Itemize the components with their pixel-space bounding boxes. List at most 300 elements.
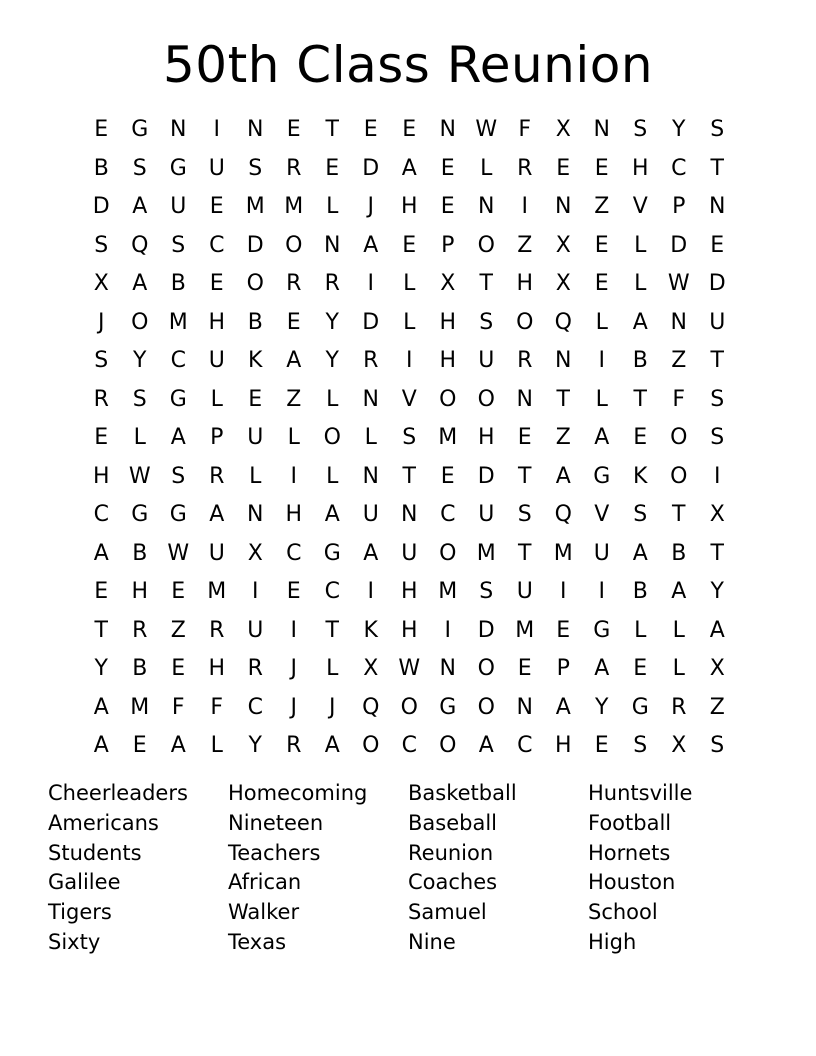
grid-letter: Z — [594, 194, 610, 219]
grid-row — [82, 419, 738, 458]
grid-letter: T — [710, 155, 724, 181]
page-title: 50th Class Reunion — [162, 36, 654, 94]
grid-letter: Y — [133, 348, 147, 373]
grid-letter: G — [169, 155, 187, 181]
grid-letter: Y — [94, 656, 108, 681]
grid-letter: N — [478, 194, 495, 219]
grid-row — [82, 265, 738, 304]
word-list-item: Nineteen — [228, 810, 324, 835]
grid-letter: A — [363, 540, 379, 566]
grid-letter: H — [400, 579, 418, 604]
word-list-item: Texas — [228, 929, 287, 954]
word-list-item: Basketball — [408, 781, 517, 805]
grid-letter: V — [632, 194, 648, 219]
grid-letter: Y — [325, 348, 339, 373]
word-list-item: Coaches — [408, 870, 498, 895]
word-list-item: Huntsville — [588, 781, 693, 805]
grid-letter: V — [401, 386, 417, 412]
grid-letter: H — [439, 348, 457, 373]
grid-letter: M — [515, 617, 535, 643]
grid-letter: C — [440, 502, 456, 527]
grid-letter: L — [249, 463, 262, 489]
grid-letter: A — [363, 232, 379, 258]
grid-letter: I — [598, 579, 605, 604]
grid-letter: A — [555, 694, 571, 720]
grid-letter: H — [131, 579, 149, 604]
grid-letter: E — [594, 232, 609, 258]
grid-letter: L — [634, 271, 647, 296]
grid-letter: X — [363, 656, 379, 681]
word-list-item: Tigers — [48, 900, 112, 925]
grid-letter: F — [672, 386, 686, 412]
word-list-item: Baseball — [408, 810, 498, 835]
grid-letter: A — [93, 733, 109, 758]
grid-letter: A — [555, 463, 571, 489]
grid-letter: O — [400, 694, 418, 720]
grid-letter: I — [252, 579, 259, 604]
grid-letter: Y — [595, 694, 609, 720]
grid-letter: R — [247, 656, 263, 681]
grid-letter: S — [633, 733, 648, 758]
grid-letter: U — [247, 425, 264, 450]
grid-letter: A — [324, 733, 340, 758]
grid-letter: L — [403, 309, 416, 335]
grid-letter: U — [516, 579, 533, 604]
grid-letter: R — [209, 617, 225, 643]
grid-letter: Q — [554, 502, 572, 527]
grid-letter: N — [516, 694, 533, 720]
grid-letter: C — [671, 155, 687, 181]
grid-letter: I — [714, 463, 721, 489]
grid-letter: O — [246, 271, 264, 296]
grid-letter: E — [633, 425, 648, 450]
grid-letter: F — [210, 694, 224, 720]
grid-letter: A — [286, 348, 302, 373]
grid-letter: L — [326, 386, 339, 412]
grid-row — [82, 727, 738, 766]
grid-letter: B — [632, 579, 648, 604]
grid-letter: S — [402, 425, 417, 450]
grid-letter: P — [210, 425, 224, 450]
grid-letter: I — [290, 463, 297, 489]
grid-row — [82, 304, 738, 343]
grid-letter: E — [286, 579, 301, 604]
grid-letter: L — [634, 232, 647, 258]
grid-letter: M — [476, 540, 496, 566]
grid-letter: O — [477, 694, 495, 720]
word-list-item: Teachers — [228, 840, 321, 865]
grid-letter: C — [170, 348, 186, 373]
grid-letter: G — [131, 502, 149, 527]
grid-letter: A — [594, 656, 610, 681]
grid-letter: V — [594, 502, 610, 527]
grid-letter: E — [402, 232, 417, 258]
grid-letter: A — [93, 540, 109, 566]
grid-letter: C — [401, 733, 417, 758]
grid-letter: G — [593, 617, 611, 643]
grid-letter: O — [670, 463, 688, 489]
grid-letter: O — [439, 386, 457, 412]
grid-letter: I — [290, 617, 297, 643]
grid-letter: N — [439, 656, 456, 681]
grid-letter: S — [517, 502, 532, 527]
grid-letter: B — [170, 271, 186, 296]
grid-letter: X — [555, 232, 571, 258]
grid-row — [82, 458, 738, 497]
grid-letter: E — [556, 617, 571, 643]
grid-letter: O — [477, 232, 495, 258]
grid-letter: B — [132, 540, 148, 566]
word-list-item: Samuel — [408, 900, 487, 925]
grid-letter: S — [171, 463, 186, 489]
grid-row — [82, 111, 738, 150]
grid-letter: Z — [555, 425, 571, 450]
grid-row — [82, 188, 738, 227]
grid-row — [82, 650, 738, 689]
grid-letter: O — [516, 309, 534, 335]
grid-letter: Q — [362, 694, 380, 720]
grid-letter: H — [631, 155, 649, 181]
word-list-column — [48, 779, 228, 958]
grid-letter: B — [671, 540, 687, 566]
grid-letter: E — [171, 656, 186, 681]
grid-letter: E — [517, 425, 532, 450]
grid-letter: U — [401, 540, 418, 566]
grid-letter: E — [440, 194, 455, 219]
grid-letter: N — [709, 194, 726, 219]
grid-letter: Y — [672, 117, 686, 142]
grid-letter: C — [324, 579, 340, 604]
grid-letter: X — [671, 733, 687, 758]
grid-letter: O — [362, 733, 380, 758]
grid-letter: E — [171, 579, 186, 604]
grid-letter: X — [709, 502, 725, 527]
grid-letter: R — [517, 155, 533, 181]
grid-letter: R — [286, 155, 302, 181]
grid-letter: X — [440, 271, 456, 296]
word-list-item: Cheerleaders — [48, 781, 188, 805]
grid-letter: L — [672, 656, 685, 681]
word-list-column — [228, 779, 408, 958]
grid-letter: H — [208, 309, 226, 335]
grid-row — [82, 496, 738, 535]
grid-letter: U — [593, 540, 610, 566]
grid-letter: P — [441, 232, 455, 258]
grid-letter: J — [98, 309, 105, 335]
grid-letter: Z — [671, 348, 687, 373]
word-list — [48, 779, 768, 958]
word-list-column — [408, 779, 588, 958]
grid-letter: T — [94, 617, 108, 643]
word-list-item: Homecoming — [228, 781, 368, 805]
grid-letter: L — [326, 194, 339, 219]
grid-letter: I — [598, 348, 605, 373]
grid-letter: S — [710, 386, 725, 412]
grid-letter: E — [363, 117, 378, 142]
grid-letter: W — [475, 117, 498, 142]
grid-letter: E — [286, 309, 301, 335]
grid-letter: L — [326, 463, 339, 489]
grid-letter: U — [208, 155, 225, 181]
grid-letter: Q — [131, 232, 149, 258]
grid-letter: G — [631, 694, 649, 720]
grid-letter: L — [634, 617, 647, 643]
grid-letter: S — [248, 155, 263, 181]
grid-letter: D — [92, 194, 110, 219]
grid-letter: D — [708, 271, 726, 296]
grid-letter: U — [170, 194, 187, 219]
grid-letter: O — [131, 309, 149, 335]
grid-letter: U — [478, 348, 495, 373]
grid-letter: R — [286, 271, 302, 296]
grid-letter: A — [594, 425, 610, 450]
grid-letter: N — [247, 117, 264, 142]
grid-letter: G — [169, 386, 187, 412]
grid-letter: G — [593, 463, 611, 489]
grid-letter: S — [710, 733, 725, 758]
word-list-item: Nine — [408, 929, 456, 954]
grid-letter: S — [633, 117, 648, 142]
grid-letter: I — [367, 579, 374, 604]
grid-letter: K — [633, 463, 648, 489]
grid-letter: I — [560, 579, 567, 604]
grid-letter: U — [709, 309, 726, 335]
grid-letter: N — [439, 117, 456, 142]
grid-letter: M — [130, 694, 150, 720]
grid-letter: M — [438, 579, 458, 604]
grid-letter: T — [518, 463, 532, 489]
grid-letter: F — [518, 117, 532, 142]
grid-letter: M — [245, 194, 265, 219]
word-list-item: Hornets — [588, 840, 671, 865]
grid-letter: T — [402, 463, 416, 489]
grid-letter: M — [553, 540, 573, 566]
grid-letter: T — [710, 348, 724, 373]
word-list-item: High — [588, 929, 637, 954]
grid-letter: O — [670, 425, 688, 450]
grid-letter: A — [632, 309, 648, 335]
word-search-grid — [82, 111, 738, 766]
grid-letter: B — [247, 309, 263, 335]
grid-letter: H — [439, 309, 457, 335]
grid-letter: N — [170, 117, 187, 142]
grid-letter: E — [517, 656, 532, 681]
grid-letter: T — [325, 617, 339, 643]
grid-row — [82, 381, 738, 420]
grid-letter: N — [555, 194, 572, 219]
grid-letter: S — [479, 579, 494, 604]
grid-letter: S — [132, 155, 147, 181]
grid-letter: U — [247, 617, 264, 643]
grid-letter: Y — [325, 309, 339, 335]
grid-letter: R — [517, 348, 533, 373]
word-list-column — [588, 779, 768, 958]
grid-letter: I — [444, 617, 451, 643]
grid-letter: R — [132, 617, 148, 643]
grid-letter: D — [670, 232, 688, 258]
grid-letter: G — [131, 117, 149, 142]
grid-letter: S — [132, 386, 147, 412]
grid-letter: E — [286, 117, 301, 142]
grid-letter: E — [633, 656, 648, 681]
grid-letter: Q — [554, 309, 572, 335]
grid-letter: Z — [709, 694, 725, 720]
grid-letter: Z — [286, 386, 302, 412]
grid-letter: H — [92, 463, 110, 489]
word-list-item: African — [228, 870, 302, 895]
grid-letter: O — [323, 425, 341, 450]
grid-letter: X — [709, 656, 725, 681]
grid-letter: A — [709, 617, 725, 643]
grid-letter: A — [170, 425, 186, 450]
grid-letter: E — [556, 155, 571, 181]
grid-letter: M — [438, 425, 458, 450]
grid-letter: N — [324, 232, 341, 258]
word-list-item: Houston — [588, 870, 676, 895]
grid-letter: H — [516, 271, 534, 296]
grid-letter: H — [400, 194, 418, 219]
grid-letter: J — [290, 656, 297, 681]
grid-letter: S — [710, 425, 725, 450]
grid-letter: A — [170, 733, 186, 758]
grid-letter: X — [247, 540, 263, 566]
grid-letter: A — [209, 502, 225, 527]
grid-row — [82, 612, 738, 651]
grid-letter: E — [325, 155, 340, 181]
grid-letter: O — [439, 733, 457, 758]
grid-letter: T — [479, 271, 493, 296]
grid-letter: H — [208, 656, 226, 681]
grid-letter: N — [516, 386, 533, 412]
grid-letter: D — [362, 309, 380, 335]
grid-letter: E — [94, 117, 109, 142]
grid-letter: D — [246, 232, 264, 258]
grid-row — [82, 573, 738, 612]
grid-letter: J — [367, 194, 374, 219]
grid-letter: G — [323, 540, 341, 566]
word-list-item: Reunion — [408, 840, 494, 865]
grid-letter: T — [710, 540, 724, 566]
grid-letter: L — [672, 617, 685, 643]
grid-letter: N — [401, 502, 418, 527]
grid-letter: E — [440, 463, 455, 489]
grid-letter: J — [329, 694, 336, 720]
grid-letter: W — [167, 540, 190, 566]
grid-letter: B — [632, 348, 648, 373]
grid-letter: C — [517, 733, 533, 758]
grid-letter: O — [285, 232, 303, 258]
grid-letter: L — [595, 309, 608, 335]
grid-letter: B — [93, 155, 109, 181]
grid-letter: S — [171, 232, 186, 258]
grid-letter: R — [286, 733, 302, 758]
grid-letter: X — [555, 117, 571, 142]
word-list-item: School — [588, 900, 658, 925]
grid-letter: I — [367, 271, 374, 296]
grid-row — [82, 342, 738, 381]
grid-letter: L — [595, 386, 608, 412]
word-list-item: Americans — [48, 810, 159, 835]
grid-letter: R — [324, 271, 340, 296]
grid-row — [82, 689, 738, 728]
grid-letter: L — [403, 271, 416, 296]
grid-letter: O — [477, 656, 495, 681]
grid-letter: L — [364, 425, 377, 450]
grid-letter: S — [94, 348, 109, 373]
grid-letter: O — [477, 386, 495, 412]
grid-letter: U — [208, 540, 225, 566]
grid-letter: M — [168, 309, 188, 335]
grid-letter: Y — [248, 733, 262, 758]
grid-letter: A — [132, 194, 148, 219]
grid-letter: N — [362, 386, 379, 412]
grid-letter: L — [287, 425, 300, 450]
grid-letter: K — [363, 617, 378, 643]
grid-letter: G — [439, 694, 457, 720]
grid-letter: W — [398, 656, 421, 681]
grid-letter: R — [93, 386, 109, 412]
grid-letter: A — [324, 502, 340, 527]
grid-letter: P — [672, 194, 686, 219]
word-list-item: Sixty — [48, 929, 101, 954]
grid-letter: X — [93, 271, 109, 296]
grid-letter: K — [248, 348, 263, 373]
grid-letter: E — [248, 386, 263, 412]
grid-letter: H — [285, 502, 303, 527]
grid-letter: R — [209, 463, 225, 489]
grid-letter: A — [478, 733, 494, 758]
grid-letter: O — [439, 540, 457, 566]
grid-letter: G — [169, 502, 187, 527]
word-list-item: Football — [588, 810, 672, 835]
grid-letter: T — [556, 386, 570, 412]
grid-letter: E — [209, 194, 224, 219]
grid-row — [82, 535, 738, 574]
grid-letter: N — [670, 309, 687, 335]
grid-letter: H — [554, 733, 572, 758]
grid-letter: Y — [710, 579, 724, 604]
grid-letter: A — [632, 540, 648, 566]
grid-letter: E — [209, 271, 224, 296]
grid-letter: Z — [517, 232, 533, 258]
grid-letter: C — [247, 694, 263, 720]
grid-letter: L — [133, 425, 146, 450]
grid-letter: M — [284, 194, 304, 219]
grid-letter: E — [440, 155, 455, 181]
grid-letter: E — [94, 425, 109, 450]
grid-letter: U — [208, 348, 225, 373]
grid-letter: E — [402, 117, 417, 142]
grid-letter: I — [213, 117, 220, 142]
grid-letter: H — [477, 425, 495, 450]
grid-letter: W — [667, 271, 690, 296]
grid-letter: M — [207, 579, 227, 604]
grid-letter: S — [94, 232, 109, 258]
grid-letter: E — [132, 733, 147, 758]
grid-letter: H — [400, 617, 418, 643]
grid-letter: R — [363, 348, 379, 373]
grid-row — [82, 227, 738, 266]
grid-letter: I — [406, 348, 413, 373]
word-list-item: Students — [48, 840, 142, 865]
grid-letter: E — [594, 271, 609, 296]
grid-letter: C — [209, 232, 225, 258]
grid-letter: X — [555, 271, 571, 296]
grid-letter: T — [633, 386, 647, 412]
grid-letter: T — [518, 540, 532, 566]
grid-letter: F — [171, 694, 185, 720]
grid-letter: S — [479, 309, 494, 335]
